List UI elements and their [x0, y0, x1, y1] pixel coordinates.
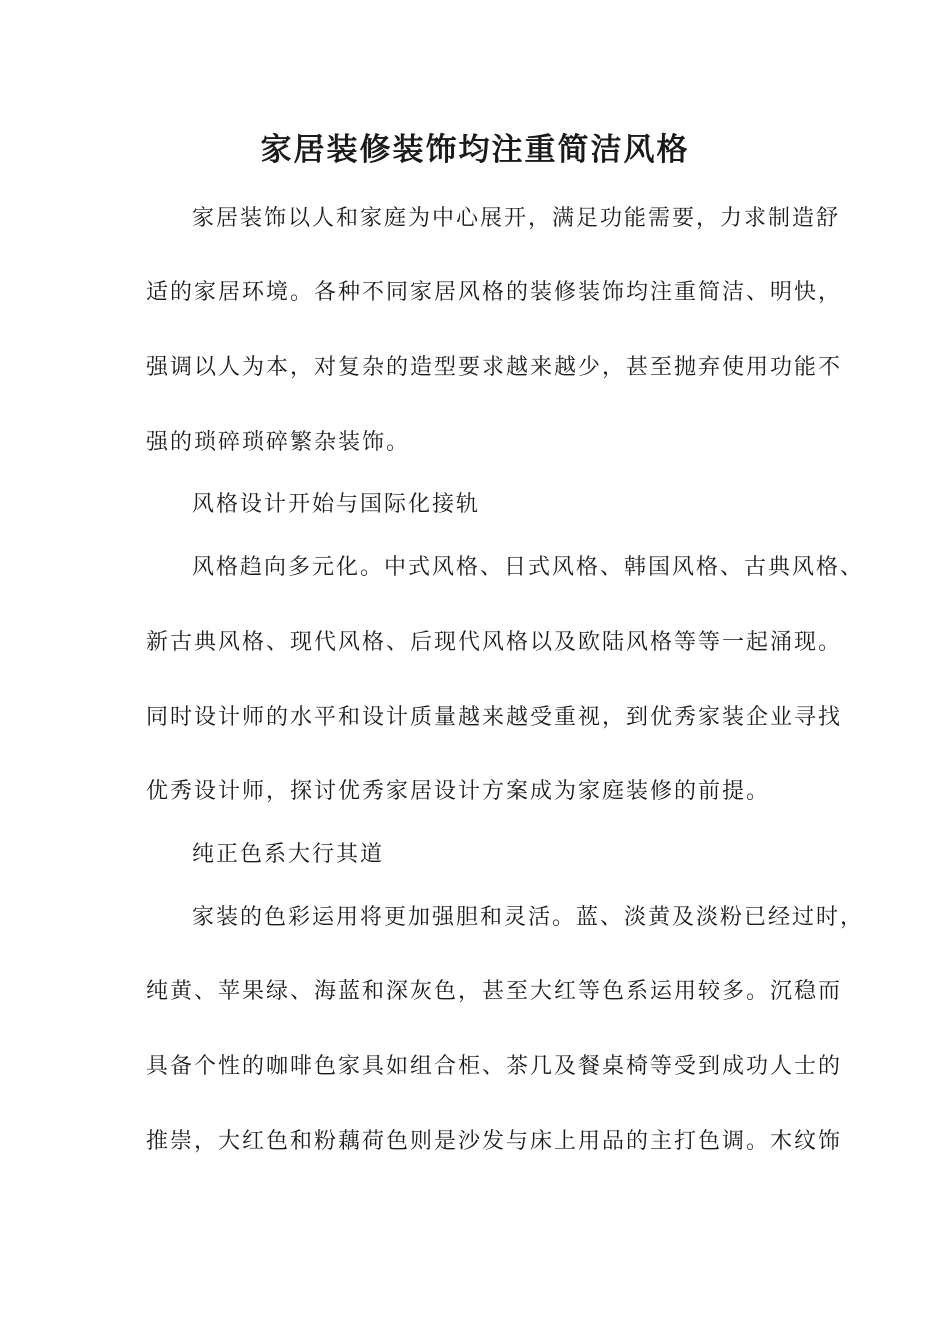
paragraph-line: 具备个性的咖啡色家具如组合柜、茶几及餐桌椅等受到成功人士的	[146, 1054, 843, 1079]
paragraph-line: 家装的色彩运用将更加强胆和灵活。蓝、淡黄及淡粉已经过时，	[192, 905, 865, 930]
paragraph-line: 同时设计师的水平和设计质量越来越受重视，到优秀家装企业寻找	[146, 705, 843, 730]
paragraph-line: 强调以人为本，对复杂的造型要求越来越少，甚至抛弃使用功能不	[146, 355, 843, 380]
section-heading: 纯正色系大行其道	[192, 842, 385, 867]
document-title: 家居装修装饰均注重简洁风格	[260, 132, 690, 168]
paragraph-line: 强的琐碎琐碎繁杂装饰。	[146, 430, 411, 455]
paragraph-line: 推崇，大红色和粉藕荷色则是沙发与床上用品的主打色调。木纹饰	[146, 1129, 843, 1154]
section-heading: 风格设计开始与国际化接轨	[192, 492, 481, 517]
paragraph-line: 纯黄、苹果绿、海蓝和深灰色，甚至大红等色系运用较多。沉稳而	[146, 979, 843, 1004]
paragraph-line: 优秀设计师，探讨优秀家居设计方案成为家庭装修的前提。	[146, 779, 771, 804]
paragraph-line: 新古典风格、现代风格、后现代风格以及欧陆风格等等一起涌现。	[146, 630, 843, 655]
paragraph-line: 家居装饰以人和家庭为中心展开，满足功能需要，力求制造舒	[192, 206, 841, 231]
paragraph-line: 风格趋向多元化。中式风格、日式风格、韩国风格、古典风格、	[192, 555, 865, 580]
paragraph-line: 适的家居环境。各种不同家居风格的装修装饰均注重简洁、明快，	[146, 280, 843, 305]
